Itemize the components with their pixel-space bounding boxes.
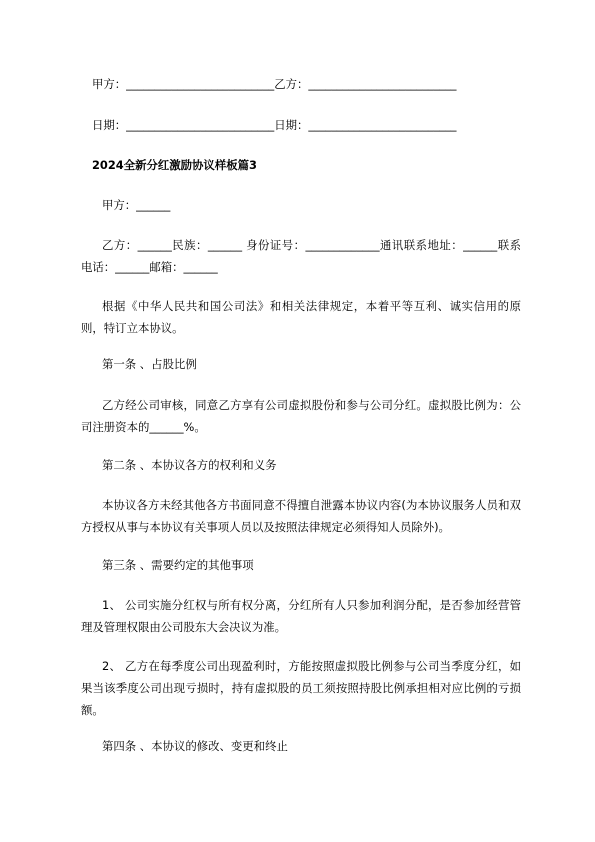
- preamble-paragraph: 根据《中华人民共和国公司法》和相关法律规定，本着平等互利、诚实信用的原则，特订立本协议。: [81, 299, 521, 335]
- date-signature-line: 日期：__________________________日期：__________________________: [92, 118, 457, 132]
- party-signature-line: 甲方：__________________________乙方：__________________________: [92, 77, 457, 91]
- article-4-heading: 第四条 、本协议的修改、变更和终止: [102, 739, 288, 753]
- article-3-heading: 第三条 、需要约定的其他事项: [102, 558, 254, 572]
- article-1-text: 乙方经公司审核，同意乙方享有公司虚拟股份和参与公司分红。虚拟股比例为：公司注册资本的______%。: [81, 398, 521, 434]
- article-1-heading: 第一条 、占股比例: [102, 357, 197, 371]
- document-title: 2024全新分红激励协议样板篇3: [92, 158, 257, 172]
- party-b-info: 乙方：______民族：______ 身份证号：_____________通讯联系地址：______联系电话：______邮箱：______: [81, 238, 521, 274]
- article-2-heading: 第二条 、本协议各方的权利和义务: [102, 458, 277, 472]
- article-3-item-2: 2、 乙方在每季度公司出现盈利时，方能按照虚拟股比例参与公司当季度分红，如果当该季度公司出现亏损时，持有虚拟股的员工须按照持股比例承担相对应比例的亏损额。: [81, 659, 521, 717]
- article-3-item-1: 1、 公司实施分红权与所有权分离，分红所有人只参加利润分配，是否参加经营管理及管理权限由公司股东大会决议为准。: [81, 598, 521, 634]
- party-a-field: 甲方：______: [102, 198, 171, 212]
- article-2-text: 本协议各方未经其他各方书面同意不得擅自泄露本协议内容(为本协议服务人员和双方授权从事与本协议有关事项人员以及按照法律规定必须得知人员除外)。: [81, 498, 521, 534]
